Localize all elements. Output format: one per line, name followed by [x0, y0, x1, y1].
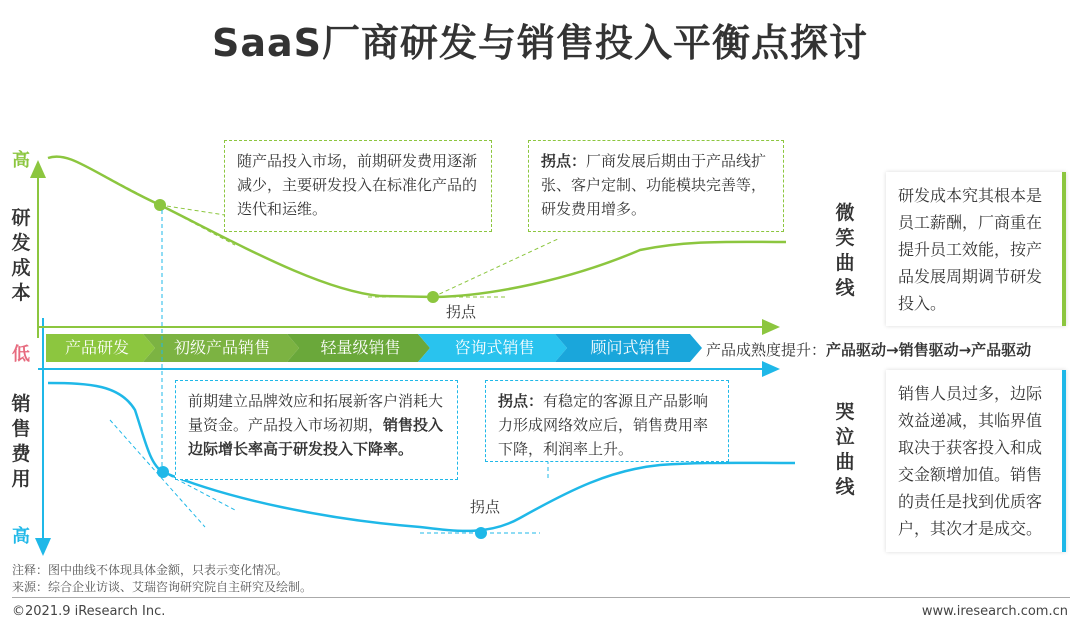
- stage-label-1: 产品研发: [64, 338, 129, 357]
- cry-early-note-plain: 前期建立品牌效应和拓展新客户消耗大量资金。产品投入市场初期，: [188, 392, 444, 434]
- cry-side-note: 销售人员过多，边际效益递减，其临界值取决于获客投入和成交金额增加值。销售的责任是找到优质客户，其次才是成交。: [886, 370, 1066, 552]
- footer-divider: [12, 597, 1070, 598]
- stage-label-4: 咨询式销售: [454, 338, 535, 357]
- top-axis-label-text: 研发成本: [11, 207, 31, 304]
- cry-curve-name: [834, 400, 858, 500]
- cry-turn-note: [485, 380, 729, 462]
- cry-early-note-bold: 销售投入边际增长率高于研发投入下降率。: [188, 416, 444, 458]
- smile-curve-name-text: 微笑曲线: [835, 202, 855, 299]
- smile-curve-name: [834, 201, 858, 301]
- maturity-caption: [706, 339, 1031, 360]
- bottom-axis-high: 高: [12, 526, 30, 547]
- stage-label-5: 顾问式销售: [590, 338, 671, 357]
- smile-turning-point-label: 拐点: [446, 303, 477, 321]
- smile-turn-note-body: 厂商发展后期由于产品线扩张、客户定制、功能模块完善等，研发费用增多。: [541, 152, 767, 218]
- chart-note: 注释：图中曲线不体现具体金额，只表示变化情况。: [12, 563, 289, 577]
- footer-copyright: ©2021.9 iResearch Inc.: [12, 604, 166, 619]
- cry-turn-note-head: 拐点：: [498, 392, 544, 410]
- cry-early-note: [175, 380, 458, 480]
- stage-label-2: 初级产品销售: [173, 338, 270, 357]
- footer-website: www.iresearch.com.cn: [921, 604, 1068, 619]
- bottom-axis-label-text: 销售费用: [11, 393, 31, 490]
- axis-low: 低: [12, 344, 30, 365]
- maturity-prefix: 产品成熟度提升：: [706, 341, 827, 359]
- cry-curve-name-text: 哭泣曲线: [835, 401, 855, 498]
- cry-turning-point: [475, 527, 487, 539]
- stage-label-3: 轻量级销售: [320, 338, 401, 357]
- bottom-axis-label: [10, 392, 34, 492]
- top-axis-high: 高: [12, 150, 30, 171]
- smile-side-note: 研发成本究其根本是员工薪酬，厂商重在提升员工效能，按产品发展周期调节研发投入。: [886, 172, 1066, 326]
- page-title: SaaS厂商研发与销售投入平衡点探讨: [211, 21, 869, 65]
- top-axis-label: [10, 206, 34, 306]
- smile-turn-note: [528, 140, 784, 232]
- cry-turn-note-body: 有稳定的客源且产品影响力形成网络效应后，销售费用率下降，利润率上升。: [498, 392, 709, 458]
- connector-turn-top: [433, 238, 560, 297]
- chart-source: 来源：综合企业访谈、艾瑞咨询研究院自主研究及绘制。: [12, 580, 313, 594]
- cry-turning-point-label: 拐点: [470, 498, 501, 516]
- smile-turn-note-head: 拐点：: [541, 152, 587, 170]
- maturity-path: 产品驱动→销售驱动→产品驱动: [826, 341, 1032, 359]
- smile-early-note: 随产品投入市场，前期研发费用逐渐减少，主要研发投入在标准化产品的迭代和运维。: [224, 140, 492, 232]
